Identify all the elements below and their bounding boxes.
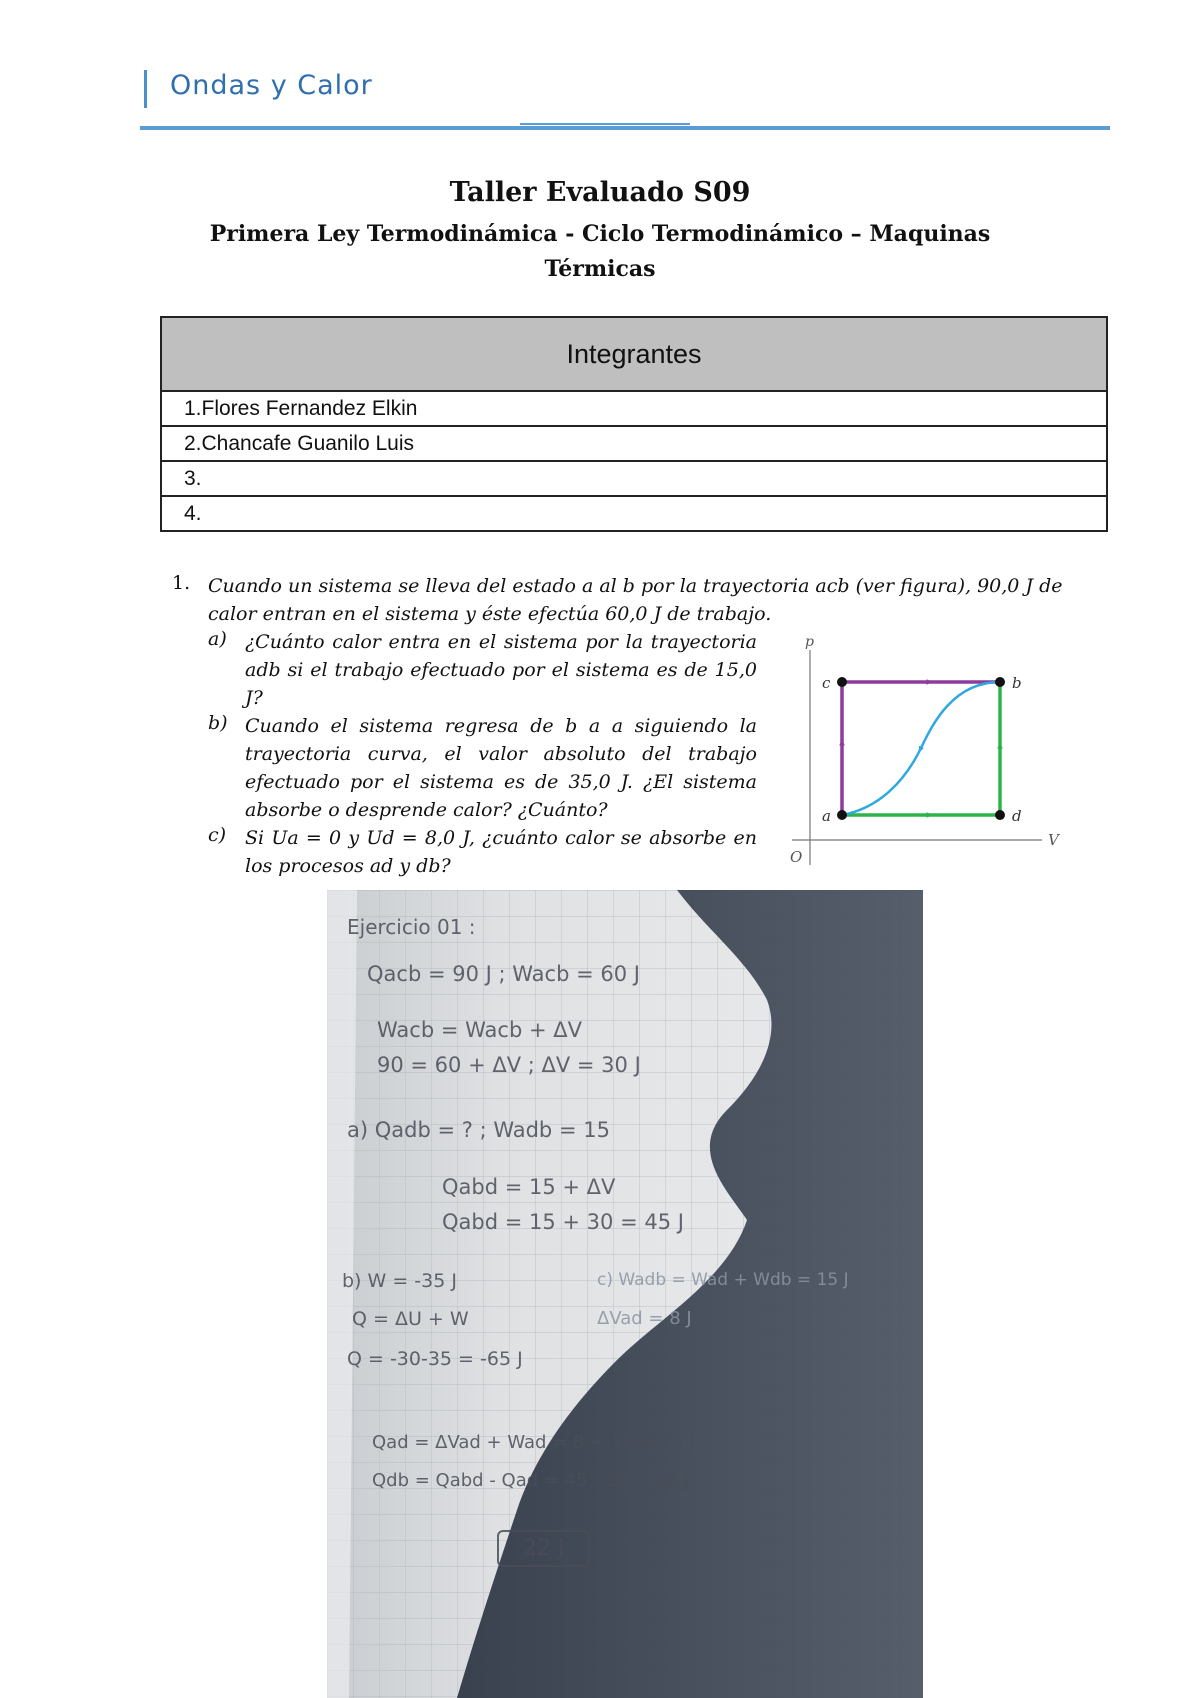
hw-line-9: Q = ΔU + W (352, 1308, 469, 1330)
hw-line-4: 90 = 60 + ΔV ; ΔV = 30 J (377, 1053, 641, 1077)
v-axis-label: V (1048, 831, 1059, 849)
sub-a-text: ¿Cuánto calor entra en el sistema por la trayectoria adb si el trabajo efectuado por el sistema es de 15,0 J? (245, 631, 757, 709)
pv-diagram (780, 630, 1080, 870)
hw-final-answer: 22 J (497, 1530, 590, 1567)
label-a: a (822, 807, 831, 825)
path-ba-curve (842, 682, 1000, 815)
sub-c-text: Si 𝑈𝑎 = 0 y 𝑈𝑑 = 8,0 J, ¿cuánto calor se absorbe en los procesos ad y db? (245, 827, 757, 877)
sub-b-label: b) (208, 712, 228, 734)
label-c: c (822, 674, 831, 692)
point-b (995, 677, 1005, 687)
hw-line-11: c) Wadb = Wad + Wdb = 15 J (597, 1270, 849, 1290)
point-a (837, 810, 847, 820)
members-table-header: Integrantes (161, 317, 1107, 391)
member-row-4: 4. (161, 496, 1107, 531)
label-d: d (1012, 807, 1022, 825)
point-c (837, 677, 847, 687)
sub-c-label: c) (208, 824, 227, 846)
header-rule-accent (520, 123, 690, 125)
hw-line-2: Qacb = 90 J ; Wacb = 60 J (367, 962, 640, 986)
point-d (995, 810, 1005, 820)
question-text: Cuando un sistema se lleva del estado a al b por la trayectoria acb (ver figura), 90,0 J de calor entran en el sistema y éste efectúa 60,0 J de trabajo. (208, 575, 1063, 625)
document-title: Taller Evaluado S09 (449, 177, 751, 208)
hw-line-6: Qabd = 15 + ΔV (442, 1175, 616, 1199)
question-number: 1. (172, 572, 191, 594)
hw-line-13: Qad = ΔVad + Wad = 8 + 15 = 23 J (372, 1432, 695, 1453)
sub-a-label: a) (208, 628, 227, 650)
member-row-1: 1.Flores Fernandez Elkin (161, 391, 1107, 426)
header-accent-bar (144, 70, 147, 108)
sub-b-text: Cuando el sistema regresa de b a a siguiendo la trayectoria curva, el valor absoluto del trabajo efectuado por el sistema es de 35,0 J. ¿El sistema absorbe o desprende calor? ¿Cuánto? (245, 715, 757, 821)
hw-line-8: b) W = -35 J (342, 1270, 457, 1292)
hw-line-14: Qdb = Qabd - Qad = 45 - 23 = 22 J (372, 1470, 689, 1491)
member-row-2: 2.Chancafe Guanilo Luis (161, 426, 1107, 461)
label-b: b (1012, 674, 1022, 692)
photo-background (327, 890, 923, 1698)
handwritten-solution-photo (327, 890, 923, 1698)
document-subtitle-line1: Primera Ley Termodinámica - Ciclo Termodinámico – Maquinas (209, 221, 991, 247)
member-row-3: 3. (161, 461, 1107, 496)
p-axis-label: p (805, 634, 814, 650)
header-title: Ondas y Calor (170, 70, 373, 101)
hw-line-12: ΔVad = 8 J (597, 1308, 692, 1329)
hw-line-1: Ejercicio 01 : (347, 915, 476, 939)
members-table (160, 316, 1108, 532)
document-subtitle-line2: Térmicas (544, 256, 656, 282)
hw-line-7: Qabd = 15 + 30 = 45 J (442, 1210, 684, 1234)
hw-line-10: Q = -30-35 = -65 J (347, 1348, 523, 1370)
hw-line-3: Wacb = Wacb + ΔV (377, 1018, 582, 1042)
origin-label: O (790, 848, 803, 866)
hw-line-5: a) Qadb = ? ; Wadb = 15 (347, 1118, 610, 1142)
header-rule (140, 126, 1110, 130)
